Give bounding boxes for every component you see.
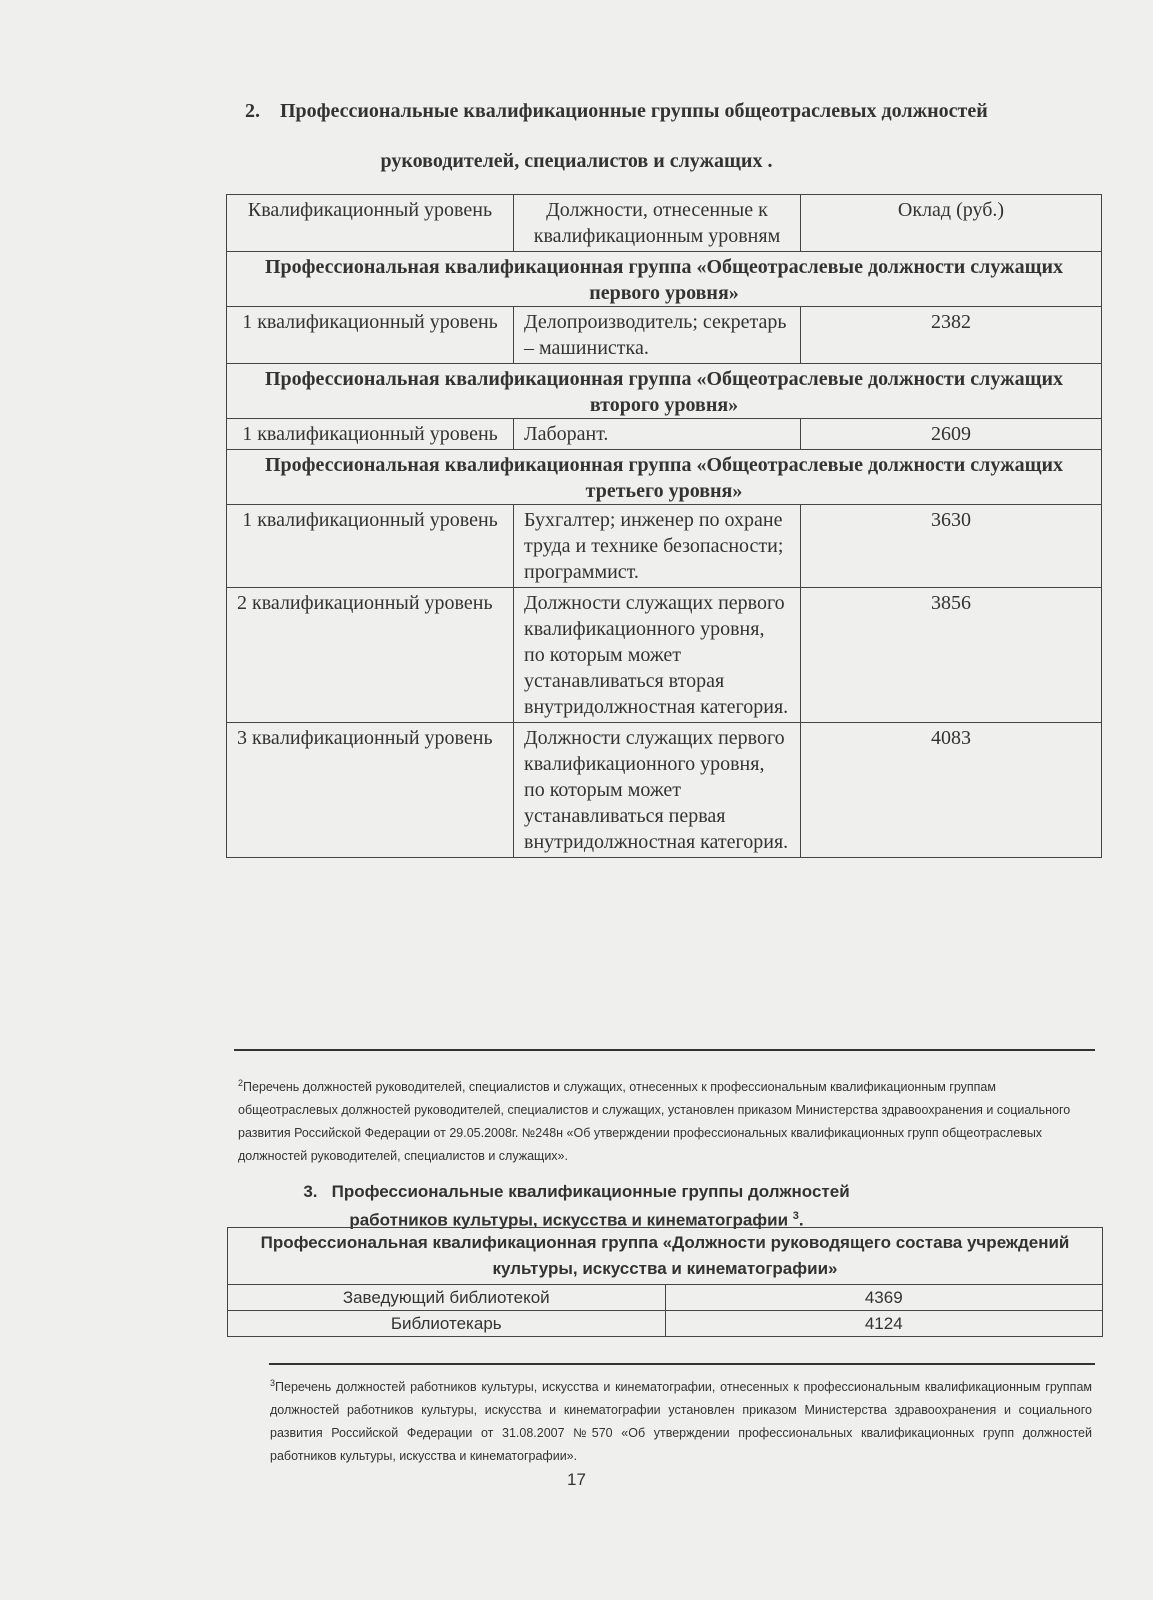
footnote-2 [238, 1072, 1098, 1168]
section-3-number: 3. [303, 1182, 318, 1201]
level-cell: 1 квалификационный уровень [227, 505, 514, 588]
salary-cell: 4124 [665, 1311, 1103, 1337]
positions-cell: Должности служащих первого квалификационного уровня, по которым может устанавливаться вторая внутридолжностная категория. [514, 588, 801, 723]
footnote-3-mark: 3 [270, 1378, 276, 1388]
section-2-title-line2: руководителей, специалистов и служащих . [380, 150, 773, 172]
table-row [228, 1285, 1103, 1311]
level-cell: 1 квалификационный уровень [227, 419, 514, 450]
group-title: Профессиональная квалификационная группа «Должности руководящего состава учреждений культуры, искусства и кинематографии» [228, 1228, 1103, 1285]
page-number: 17 [567, 1470, 586, 1489]
section-2-number: 2. [245, 100, 260, 122]
footnote-divider [234, 1049, 1095, 1051]
level-cell: 2 квалификационный уровень [227, 588, 514, 723]
section-3-heading [0, 1179, 1153, 1233]
table-row [227, 588, 1102, 723]
table-row [227, 723, 1102, 858]
table-row [227, 505, 1102, 588]
header-positions: Должности, отнесенные к квалификационным уровням [514, 195, 801, 252]
footnote-2-text: Перечень должностей руководителей, специалистов и служащих, отнесенных к профессиональным квалификационным группам общеотраслевых должностей руководителей, специалистов и служащих, установлен приказом Министерства здравоохранения и социального развития Российской Федерации от 29.05.2008г. №248н «Об утверждении профессиональных квалификационных групп общеотраслевых должностей руководителей, специалистов и служащих». [238, 1080, 1071, 1164]
positions-cell: Бухгалтер; инженер по охране труда и технике безопасности; программист. [514, 505, 801, 588]
position-cell: Заведующий библиотекой [228, 1285, 666, 1311]
salary-cell: 3856 [801, 588, 1102, 723]
salary-table-culture [227, 1227, 1103, 1337]
salary-cell: 4083 [801, 723, 1102, 858]
section-3-title-line1: Профессиональные квалификационные группы должностей [331, 1182, 850, 1201]
section-2-heading [245, 100, 1095, 123]
table-header-row [227, 195, 1102, 252]
salary-cell: 2382 [801, 307, 1102, 364]
group-row [227, 252, 1102, 307]
salary-cell: 2609 [801, 419, 1102, 450]
section-2-title-line1: Профессиональные квалификационные группы общеотраслевых должностей [280, 100, 988, 122]
header-level: Квалификационный уровень [227, 195, 514, 252]
footnote-3 [270, 1372, 1092, 1468]
footnote-2-mark: 2 [238, 1078, 244, 1088]
group-row [228, 1228, 1103, 1285]
footnote-divider [269, 1363, 1095, 1365]
table-row [228, 1311, 1103, 1337]
group-title: Профессиональная квалификационная группа «Общеотраслевые должности служащих третьего уровня» [227, 450, 1102, 505]
position-cell: Библиотекарь [228, 1311, 666, 1337]
group-title: Профессиональная квалификационная группа «Общеотраслевые должности служащих второго уровня» [227, 364, 1102, 419]
group-row [227, 450, 1102, 505]
positions-cell: Делопроизводитель; секретарь – машинистка. [514, 307, 801, 364]
level-cell: 3 квалификационный уровень [227, 723, 514, 858]
group-row [227, 364, 1102, 419]
table-row [227, 307, 1102, 364]
salary-table-general [226, 194, 1102, 858]
level-cell: 1 квалификационный уровень [227, 307, 514, 364]
table-row [227, 419, 1102, 450]
group-title: Профессиональная квалификационная группа «Общеотраслевые должности служащих первого уровня» [227, 252, 1102, 307]
section-3-end: . [798, 1210, 804, 1230]
positions-cell: Лаборант. [514, 419, 801, 450]
header-salary: Оклад (руб.) [801, 195, 1102, 252]
footnote-3-text: Перечень должностей работников культуры, искусства и кинематографии, отнесенных к профессиональным квалификационным группам должностей работников культуры, искусства и кинематографии установлен приказом Министерства здравоохранения и социального развития Российской Федерации от 31.08.2007 №570 «Об утверждении профессиональных квалификационных групп должностей работников культуры, искусства и кинематографии». [270, 1380, 1092, 1464]
positions-cell: Должности служащих первого квалификационного уровня, по которым может устанавливаться первая внутридолжностная категория. [514, 723, 801, 858]
footnote-3-ref: 3 [792, 1210, 799, 1222]
salary-cell: 3630 [801, 505, 1102, 588]
salary-cell: 4369 [665, 1285, 1103, 1311]
section-3-title-line2: работников культуры, искусства и кинематографии [349, 1210, 789, 1230]
